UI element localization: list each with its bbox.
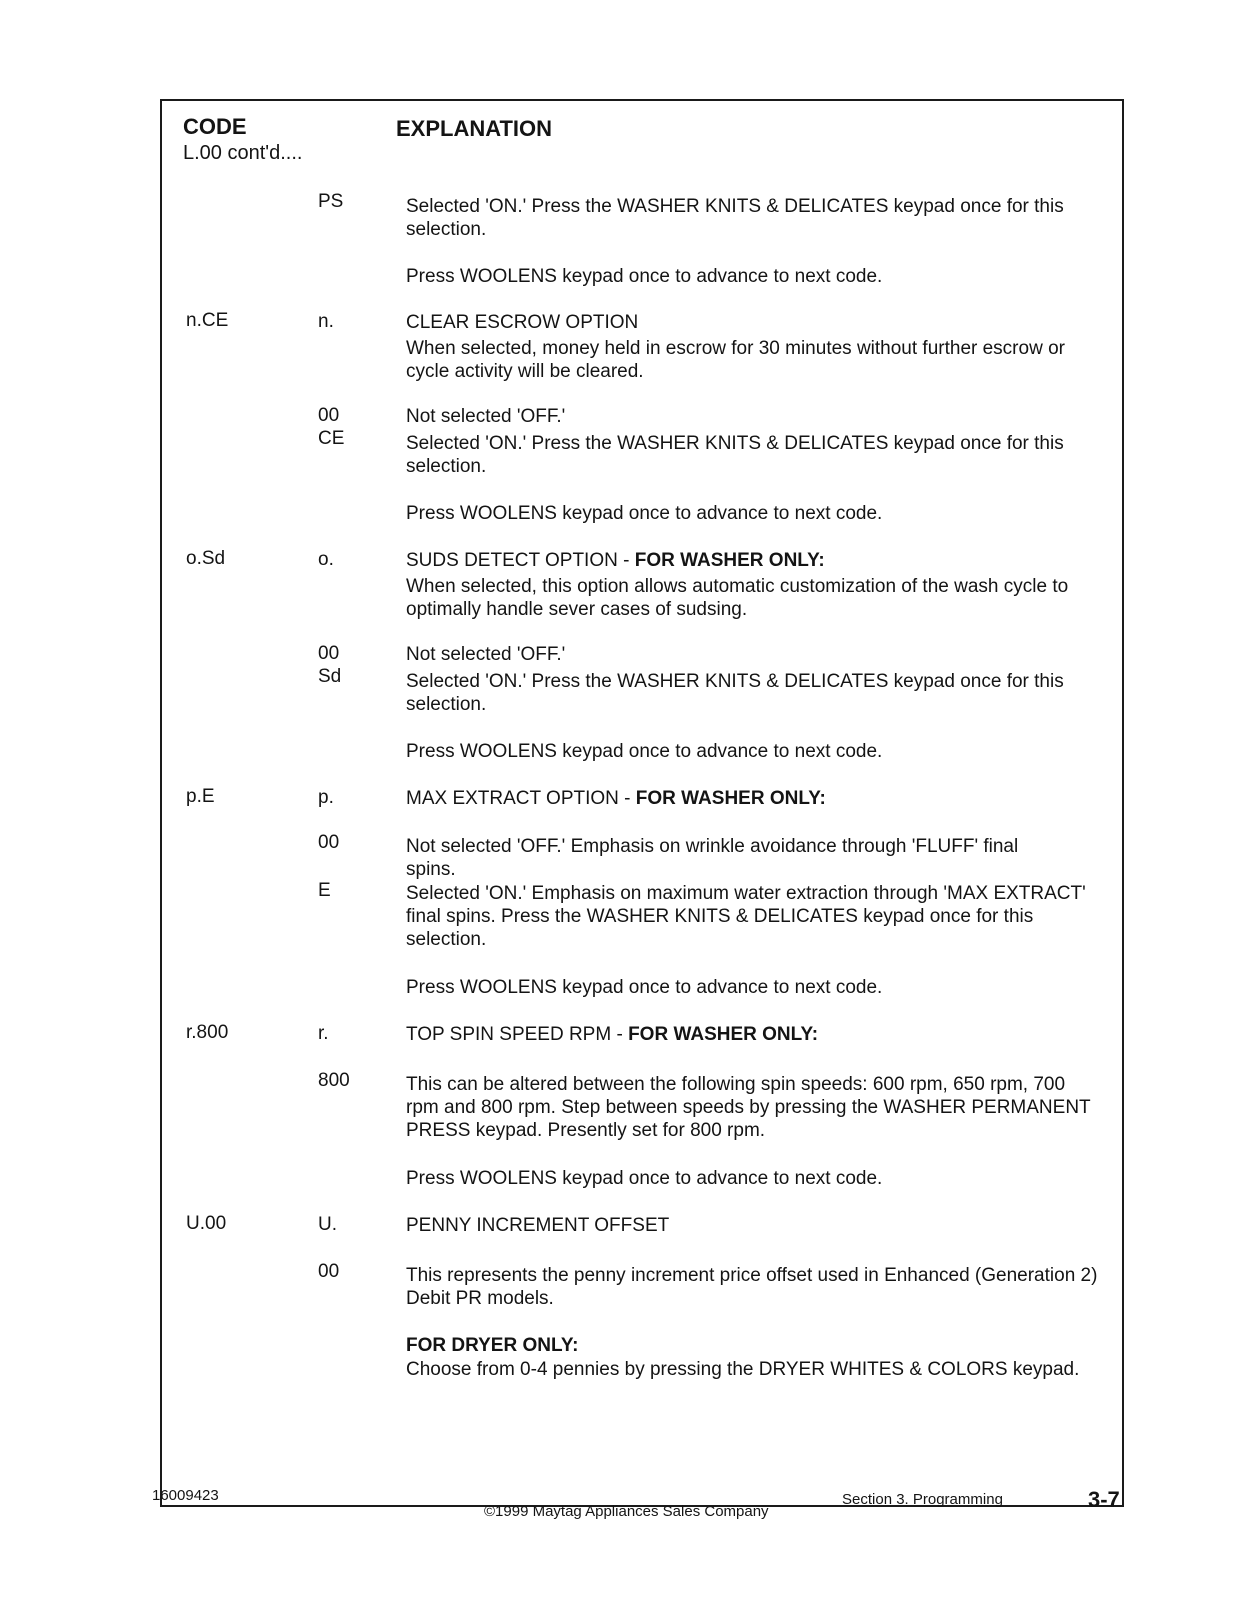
page-number: 3-7 [1088, 1487, 1120, 1512]
nce-description: When selected, money held in escrow for 30 minutes without further escrow or cycle activity will be cleared. [406, 338, 1065, 382]
pe-advance: Press WOOLENS keypad once to advance to next code. [406, 977, 883, 998]
osd-code: o.Sd [186, 548, 226, 569]
nce-title: CLEAR ESCROW OPTION [406, 312, 639, 333]
u-dryer-heading: FOR DRYER ONLY: [406, 1335, 579, 1356]
osd-subcode: o. [318, 549, 334, 570]
section-label: Section 3. Programming [842, 1491, 1003, 1508]
u-subcode: U. [318, 1214, 337, 1235]
copyright: ©1999 Maytag Appliances Sales Company [484, 1503, 769, 1520]
osd-description: When selected, this option allows automatic customization of the wash cycle to optimally handle sever cases of sudsing. [406, 576, 1069, 620]
nce-subcode: n. [318, 311, 334, 332]
osd-off: Not selected 'OFF.' [406, 644, 566, 665]
osd-on: Selected 'ON.' Press the WASHER KNITS & DELICATES keypad once for this selection. [406, 671, 1064, 715]
code-header: CODE [183, 114, 247, 139]
pe-off: Not selected 'OFF.' Emphasis on wrinkle avoidance through 'FLUFF' final spins. [406, 836, 1019, 880]
nce-off: Not selected 'OFF.' [406, 406, 566, 427]
ps-description: Selected 'ON.' Press the WASHER KNITS & DELICATES keypad once for this selection. [406, 196, 1064, 240]
r-title: TOP SPIN SPEED RPM - FOR WASHER ONLY: [406, 1024, 819, 1045]
nce-on: Selected 'ON.' Press the WASHER KNITS & DELICATES keypad once for this selection. [406, 433, 1064, 477]
osd-00: 00 [318, 643, 340, 664]
u-code: U.00 [186, 1213, 227, 1234]
osd-advance: Press WOOLENS keypad once to advance to next code. [406, 741, 883, 762]
pe-00: 00 [318, 832, 340, 853]
u-title: PENNY INCREMENT OFFSET [406, 1215, 670, 1236]
u-dryer-description: Choose from 0-4 pennies by pressing the DRYER WHITES & COLORS keypad. [406, 1359, 1080, 1380]
pe-title: MAX EXTRACT OPTION - FOR WASHER ONLY: [406, 788, 826, 809]
u-description: This represents the penny increment price offset used in Enhanced (Generation 2) Debit PR models. [406, 1265, 1098, 1309]
osd-title: SUDS DETECT OPTION - FOR WASHER ONLY: [406, 550, 825, 571]
part-number: 16009423 [152, 1487, 219, 1504]
nce-advance: Press WOOLENS keypad once to advance to next code. [406, 503, 883, 524]
r-advance: Press WOOLENS keypad once to advance to next code. [406, 1168, 883, 1189]
pe-code: p.E [186, 786, 215, 807]
r-description: This can be altered between the following spin speeds: 600 rpm, 650 rpm, 700 rpm and 800 rpm. Step between speeds by pressing the WASHER PERMANENT PRESS keypad. Presently set for 800 rpm. [406, 1074, 1091, 1141]
pe-subcode: p. [318, 787, 334, 808]
ps-subcode: PS [318, 191, 344, 212]
u-00: 00 [318, 1261, 340, 1282]
pe-e: E [318, 880, 331, 901]
ps-advance: Press WOOLENS keypad once to advance to next code. [406, 266, 883, 287]
pe-on: Selected 'ON.' Emphasis on maximum water extraction through 'MAX EXTRACT' final spins. Press the WASHER KNITS & DELICATES keypad once for this selection. [406, 883, 1086, 950]
nce-00: 00 [318, 405, 340, 426]
r-code: r.800 [186, 1022, 229, 1043]
continued-label: L.00 cont'd.... [183, 142, 303, 164]
nce-code: n.CE [186, 310, 229, 331]
osd-sd: Sd [318, 666, 342, 687]
r-800: 800 [318, 1070, 350, 1091]
r-subcode: r. [318, 1023, 329, 1044]
explanation-header: EXPLANATION [396, 116, 553, 141]
nce-ce: CE [318, 428, 345, 449]
